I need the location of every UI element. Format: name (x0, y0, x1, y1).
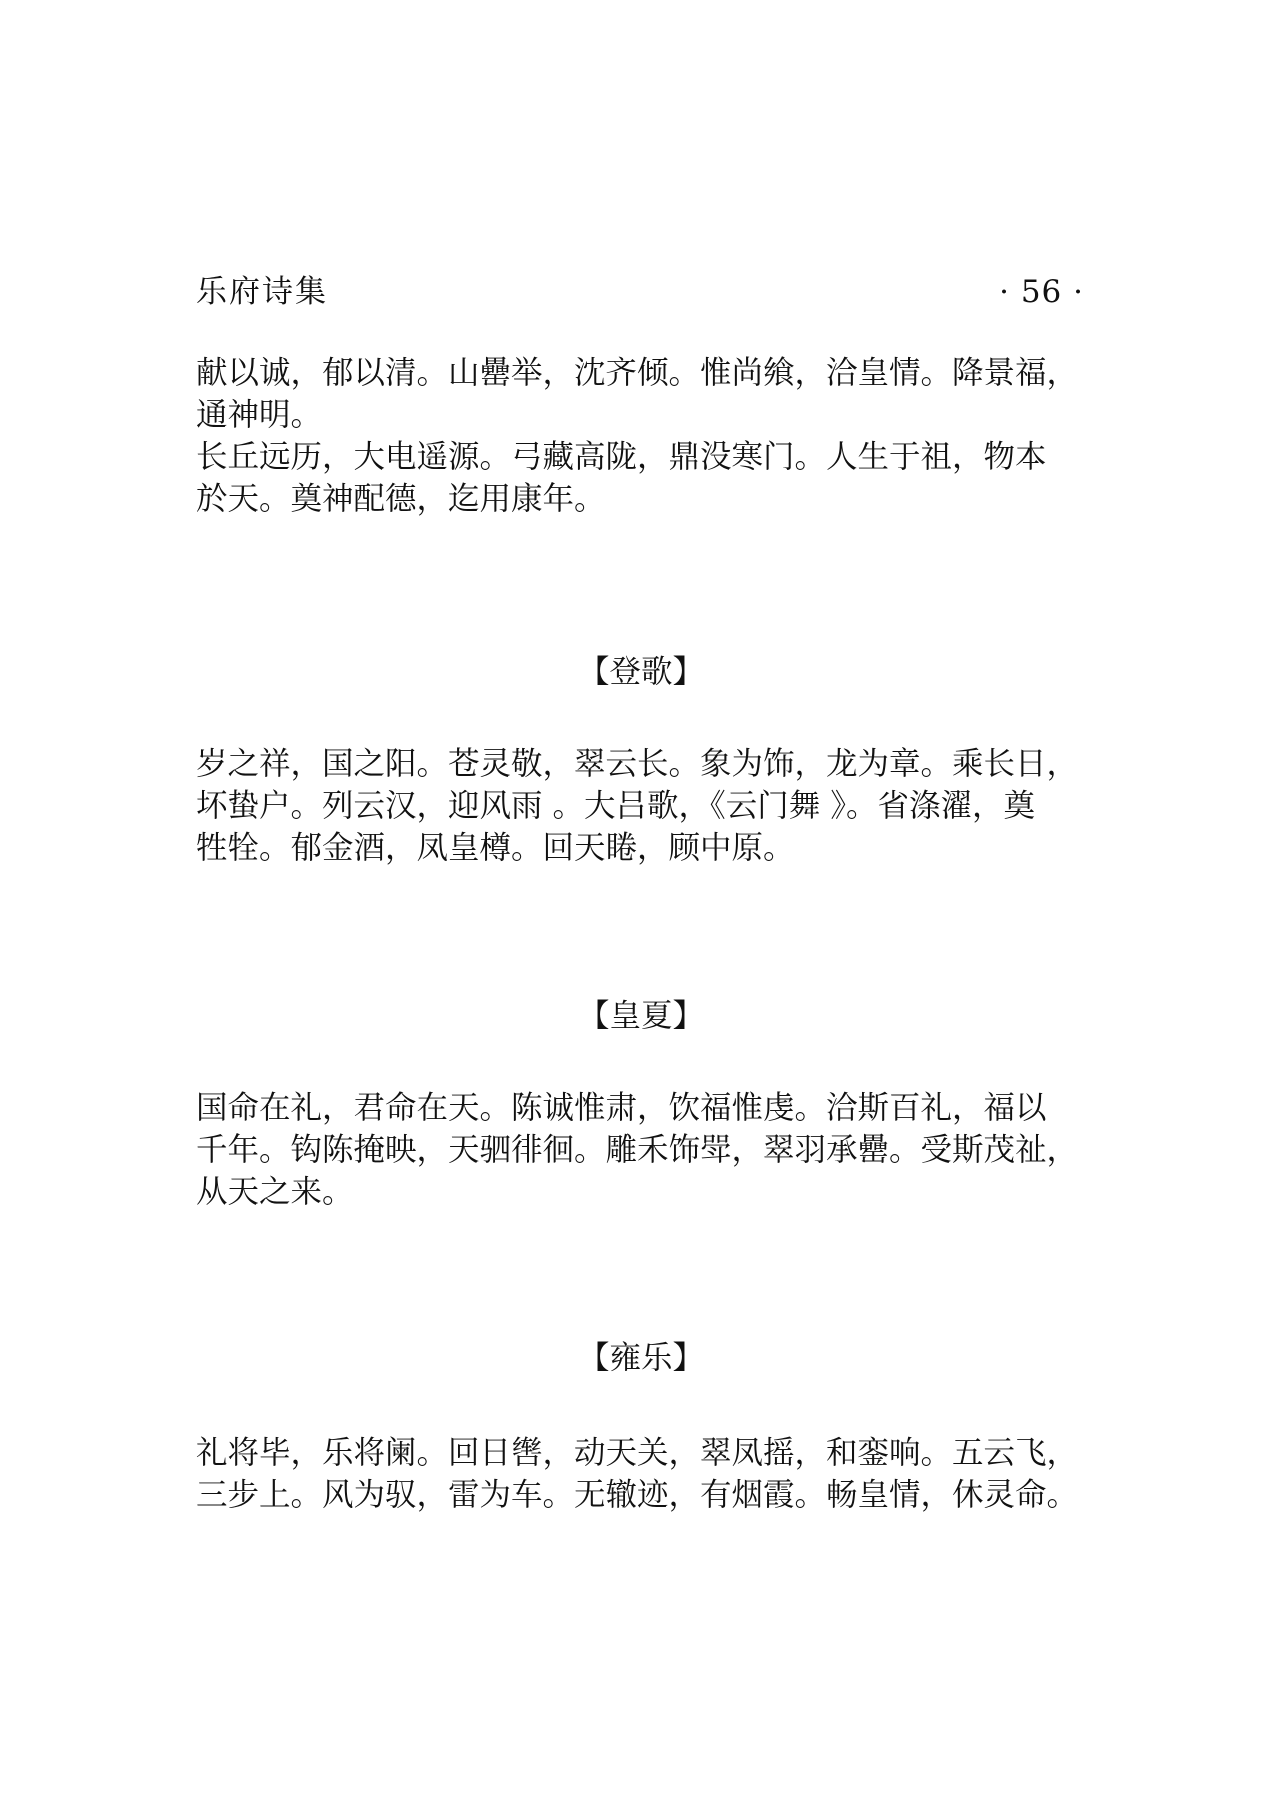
book-title: 乐府诗集 (196, 274, 328, 310)
section-title-huangxia: 【皇夏】 (577, 998, 704, 1034)
verse-line: 从天之来。 (196, 1174, 354, 1210)
section-verse-yongle (196, 1432, 1116, 1516)
section-title-dengge: 【登歌】 (577, 654, 704, 690)
verse-line: 於天。奠神配德，迄用康年。 (196, 481, 606, 517)
verse-line: 献以诚，郁以清。山罍举，沈齐倾。惟尚飨，洽皇情。降景福， (196, 355, 1079, 391)
intro-verse (196, 352, 1116, 520)
verse-line: 千年。钩陈掩映，天驷徘徊。雕禾饰斝，翠羽承罍。受斯茂祉， (196, 1132, 1079, 1168)
section-title-yongle: 【雍乐】 (577, 1340, 704, 1376)
verse-line: 坏蛰户。列云汉，迎风雨 。大吕歌，《云门舞 》。省涤濯，奠 (196, 788, 1036, 824)
verse-line: 礼将毕，乐将阑。回日辔，动天关，翠凤摇，和銮响。五云飞， (196, 1435, 1079, 1471)
verse-line: 国命在礼，君命在天。陈诚惟肃，饮福惟虔。洽斯百礼，福以 (196, 1090, 1047, 1126)
verse-line: 岁之祥，国之阳。苍灵敬，翠云长。象为饰，龙为章。乘长日， (196, 746, 1079, 782)
section-verse-huangxia (196, 1087, 1116, 1213)
verse-line: 牲牷。郁金酒，凤皇樽。回天睠，顾中原。 (196, 830, 795, 866)
page-number: · 56 · (999, 274, 1084, 310)
verse-line: 通神明。 (196, 397, 323, 433)
verse-line: 三步上。风为驭，雷为车。无辙迹，有烟霞。畅皇情，休灵命。 (196, 1477, 1079, 1513)
section-verse-dengge (196, 743, 1116, 869)
running-header (196, 270, 1086, 314)
verse-line: 长丘远历，大电遥源。弓藏高陇，鼎没寒门。人生于祖，物本 (196, 439, 1047, 475)
